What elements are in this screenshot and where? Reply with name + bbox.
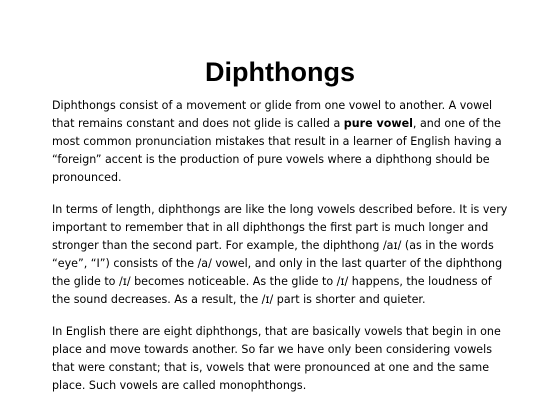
slide-title: Diphthongs <box>205 57 355 87</box>
pure-vowel-term: pure vowel <box>343 117 413 130</box>
paragraph-definition-text-end: , and one of the most common pronunciation mistakes that result in a learner of English having a “foreign” accent is the production of pure vowels where a diphthong should be pronounced. <box>52 117 502 184</box>
paragraph-definition-text-start: Diphthongs consist of a movement or glide from one vowel to another. A vowel that remains constant and does not glide is called a <box>52 99 493 130</box>
paragraph-definition <box>52 97 512 187</box>
paragraph-length: In terms of length, diphthongs are like the long vowels described before. It is very important to remember that in all diphthongs the first part is much longer and stronger than the second part. For example, the diphthong /aɪ/ (as in the words “eye”, “I”) consists of the /a/ vowel, and only in the last quarter of the diphthong the glide to /ɪ/ becomes noticeable. As the glide to /ɪ/ happens, the loudness of the sound decreases. As a result, the /ɪ/ part is shorter and quieter. <box>52 203 508 306</box>
slide-body <box>52 97 512 409</box>
paragraph-count: In English there are eight diphthongs, that are basically vowels that begin in one place and move towards another. So far we have only been considering vowels that were constant; that is, vowels that were pronounced at one and the same place. Such vowels are called monophthongs. <box>52 325 501 392</box>
